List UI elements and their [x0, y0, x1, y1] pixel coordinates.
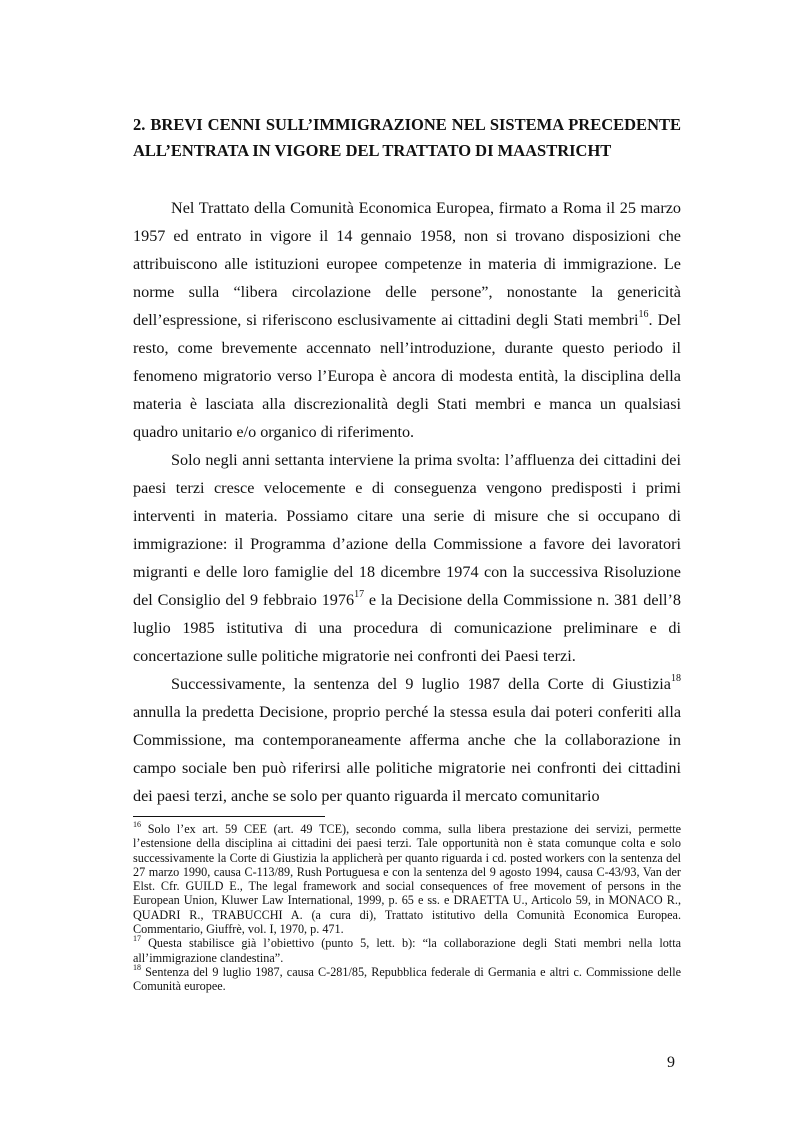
footnote-ref-16[interactable]: 16	[638, 308, 649, 320]
section-heading	[133, 112, 681, 164]
footnote-number: 17	[133, 934, 141, 944]
paragraph-2	[133, 446, 681, 670]
footnote-number: 16	[133, 819, 141, 829]
footnote-18	[133, 962, 681, 994]
paragraph-2-text-b: e la Decisione della Commissione n. 381 dell’8 luglio 1985 istitutiva di una procedura di comunicazione preliminare e di concertazione sulle politiche migratorie nei confronti dei Paesi terzi.	[133, 591, 681, 665]
footnote-ref-18[interactable]: 18	[671, 672, 681, 684]
heading-line-1: 2. BREVI CENNI SULL’IMMIGRAZIONE NEL SISTEMA PRECEDENTE	[133, 115, 681, 134]
paragraph-3	[133, 670, 681, 810]
footnote-text: Sentenza del 9 luglio 1987, causa C-281/85, Repubblica federale di Germania e altri c. Commissione delle Comunità europee.	[133, 964, 681, 994]
paragraph-3-text-a: Successivamente, la sentenza del 9 luglio 1987 della Corte di Giustizia	[171, 675, 671, 693]
paragraph-2-text-a: Solo negli anni settanta interviene la prima svolta: l’affluenza dei cittadini dei paesi terzi cresce velocemente e di conseguenza vengono predisposti i primi interventi in materia. Possiamo citare una serie di misure che si occupano di immigrazione: il Programma d’azione della Commissione a favore dei lavoratori migranti e delle loro famiglie del 18 dicembre 1974 con la successiva Risoluzione del Consiglio del 9 febbraio 1976	[133, 451, 681, 609]
paragraph-1-text-b: . Del resto, come brevemente accennato nell’introduzione, durante questo periodo il fenomeno migratorio verso l’Europa è ancora di modesta entità, la disciplina della materia è lasciata alla discrezionalità degli Stati membri e manca un qualsiasi quadro unitario e/o organico di riferimento.	[133, 311, 682, 441]
paragraph-1-text-a: Nel Trattato della Comunità Economica Europea, firmato a Roma il 25 marzo 1957 ed entrato in vigore il 14 gennaio 1958, non si trovano disposizioni che attribuiscono alle istituzioni europee competenze in materia di immigrazione. Le norme sulla “libera circolazione delle persone”, nonostante la genericità dell’espressione, si riferiscono esclusivamente ai cittadini degli Stati membri	[133, 199, 681, 329]
paragraph-1	[133, 194, 681, 446]
footnote-ref-17[interactable]: 17	[354, 588, 365, 600]
paragraph-3-text-b: annulla la predetta Decisione, proprio perché la stessa esula dai poteri conferiti alla Commissione, ma contemporaneamente afferma anche che la collaborazione in campo sociale ben può riferirsi alle politiche migratorie nei confronti dei cittadini dei paesi terzi, anche se solo per quanto riguarda il mercato comunitario	[133, 703, 681, 805]
heading-line-2: ALL’ENTRATA IN VIGORE DEL TRATTATO DI MAASTRICHT	[133, 141, 612, 160]
body-text	[133, 194, 681, 810]
footnote-16	[133, 819, 681, 937]
page-number: 9	[667, 1054, 675, 1071]
footnote-separator	[133, 816, 325, 817]
footnote-text: Solo l’ex art. 59 CEE (art. 49 TCE), secondo comma, sulla libera prestazione dei servizi, permette l’estensione della disciplina ai cittadini dei paesi terzi. Tale opportunità non è stata comunque colta e solo successivamente la Corte di Giustizia la applicherà per quanto riguarda i cd. posted workers con la sentenza del 27 marzo 1990, causa C-113/89, Rush Portuguesa e con la sentenza del 9 agosto 1994, causa C-43/93, Van der Elst. Cfr. GUILD E., The legal framework and social consequences of free movement of persons in the European Union, Kluwer Law International, 1999, p. 65 e ss. e DRAETTA U., Articolo 59, in MONACO R., QUADRI R., TRABUCCHI A. (a cura di), Trattato istitutivo della Comunità Economica Europea. Commentario, Giuffrè, vol. I, 1970, p. 471.	[133, 822, 681, 937]
footnote-number: 18	[133, 962, 141, 972]
footnote-17	[133, 936, 681, 965]
footnote-text: Questa stabilisce già l’obiettivo (punto 5, lett. b): “la collaborazione degli Stati membri nella lotta all’immigrazione clandestina”.	[133, 936, 681, 965]
footnotes	[133, 819, 681, 994]
